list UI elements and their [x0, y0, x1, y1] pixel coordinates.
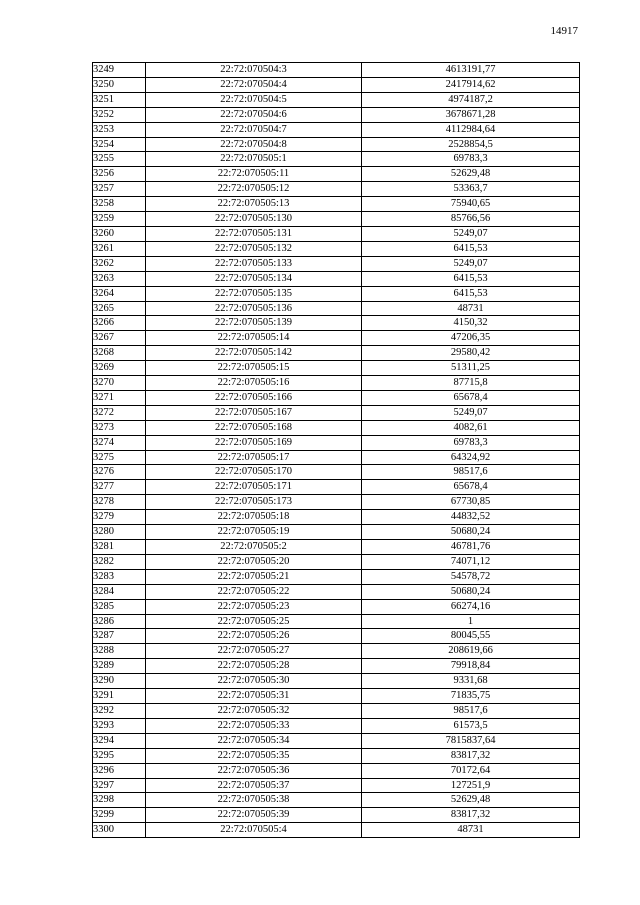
row-number-cell: 3287	[93, 629, 146, 644]
cadastral-number-cell: 22:72:070505:135	[146, 286, 362, 301]
cadastral-value-cell: 83817,32	[362, 748, 580, 763]
cadastral-number-cell: 22:72:070505:19	[146, 525, 362, 540]
cadastral-value-cell: 83817,32	[362, 808, 580, 823]
row-number-cell: 3260	[93, 226, 146, 241]
cadastral-number-cell: 22:72:070505:13	[146, 197, 362, 212]
cadastral-value-cell: 5249,07	[362, 405, 580, 420]
cadastral-number-cell: 22:72:070505:25	[146, 614, 362, 629]
table-row	[93, 137, 580, 152]
cadastral-number-cell: 22:72:070505:37	[146, 778, 362, 793]
table-row	[93, 226, 580, 241]
table-row	[93, 390, 580, 405]
cadastral-value-cell: 50680,24	[362, 525, 580, 540]
row-number-cell: 3271	[93, 390, 146, 405]
row-number-cell: 3261	[93, 241, 146, 256]
cadastral-number-cell: 22:72:070505:39	[146, 808, 362, 823]
cadastral-number-cell: 22:72:070505:18	[146, 510, 362, 525]
cadastral-value-cell: 4974187,2	[362, 92, 580, 107]
row-number-cell: 3264	[93, 286, 146, 301]
cadastral-number-cell: 22:72:070505:16	[146, 376, 362, 391]
table-row	[93, 376, 580, 391]
cadastral-value-cell: 65678,4	[362, 480, 580, 495]
row-number-cell: 3266	[93, 316, 146, 331]
cadastral-number-cell: 22:72:070505:15	[146, 361, 362, 376]
row-number-cell: 3288	[93, 644, 146, 659]
cadastral-value-cell: 80045,55	[362, 629, 580, 644]
table-row	[93, 167, 580, 182]
cadastral-value-cell: 98517,6	[362, 465, 580, 480]
row-number-cell: 3254	[93, 137, 146, 152]
table-row	[93, 525, 580, 540]
row-number-cell: 3265	[93, 301, 146, 316]
cadastral-value-cell: 4082,61	[362, 420, 580, 435]
table-row	[93, 122, 580, 137]
cadastral-number-cell: 22:72:070505:35	[146, 748, 362, 763]
cadastral-value-cell: 66274,16	[362, 599, 580, 614]
cadastral-number-cell: 22:72:070505:38	[146, 793, 362, 808]
cadastral-number-cell: 22:72:070505:22	[146, 584, 362, 599]
row-number-cell: 3298	[93, 793, 146, 808]
table-body	[93, 63, 580, 838]
table-row	[93, 689, 580, 704]
cadastral-number-cell: 22:72:070505:4	[146, 823, 362, 838]
cadastral-value-cell: 4613191,77	[362, 63, 580, 78]
table-row	[93, 748, 580, 763]
cadastral-number-cell: 22:72:070505:12	[146, 182, 362, 197]
cadastral-number-cell: 22:72:070504:5	[146, 92, 362, 107]
table-row	[93, 465, 580, 480]
cadastral-number-cell: 22:72:070505:167	[146, 405, 362, 420]
cadastral-value-cell: 2417914,62	[362, 77, 580, 92]
table-row	[93, 703, 580, 718]
cadastral-number-cell: 22:72:070505:36	[146, 763, 362, 778]
row-number-cell: 3256	[93, 167, 146, 182]
cadastral-value-cell: 53363,7	[362, 182, 580, 197]
table-row	[93, 405, 580, 420]
table-row	[93, 808, 580, 823]
cadastral-value-cell: 50680,24	[362, 584, 580, 599]
row-number-cell: 3289	[93, 659, 146, 674]
table-row	[93, 510, 580, 525]
row-number-cell: 3272	[93, 405, 146, 420]
table-row	[93, 435, 580, 450]
row-number-cell: 3299	[93, 808, 146, 823]
row-number-cell: 3274	[93, 435, 146, 450]
row-number-cell: 3296	[93, 763, 146, 778]
cadastral-number-cell: 22:72:070504:8	[146, 137, 362, 152]
row-number-cell: 3279	[93, 510, 146, 525]
row-number-cell: 3280	[93, 525, 146, 540]
table-row	[93, 107, 580, 122]
row-number-cell: 3276	[93, 465, 146, 480]
cadastral-value-cell: 69783,3	[362, 435, 580, 450]
row-number-cell: 3262	[93, 256, 146, 271]
row-number-cell: 3252	[93, 107, 146, 122]
cadastral-value-cell: 46781,76	[362, 540, 580, 555]
table-row	[93, 733, 580, 748]
row-number-cell: 3268	[93, 346, 146, 361]
cadastral-value-cell: 67730,85	[362, 495, 580, 510]
row-number-cell: 3278	[93, 495, 146, 510]
table-row	[93, 346, 580, 361]
cadastral-number-cell: 22:72:070505:171	[146, 480, 362, 495]
table-row	[93, 629, 580, 644]
cadastral-number-cell: 22:72:070504:7	[146, 122, 362, 137]
table-row	[93, 152, 580, 167]
cadastral-value-cell: 48731	[362, 301, 580, 316]
table-row	[93, 659, 580, 674]
table-row	[93, 77, 580, 92]
row-number-cell: 3294	[93, 733, 146, 748]
cadastral-number-cell: 22:72:070505:169	[146, 435, 362, 450]
table-row	[93, 823, 580, 838]
row-number-cell: 3285	[93, 599, 146, 614]
cadastral-value-cell: 1	[362, 614, 580, 629]
cadastral-value-cell: 7815837,64	[362, 733, 580, 748]
table-row	[93, 301, 580, 316]
table-row	[93, 674, 580, 689]
table-row	[93, 614, 580, 629]
row-number-cell: 3297	[93, 778, 146, 793]
table-row	[93, 763, 580, 778]
row-number-cell: 3259	[93, 212, 146, 227]
cadastral-number-cell: 22:72:070505:170	[146, 465, 362, 480]
table-row	[93, 480, 580, 495]
cadastral-number-cell: 22:72:070505:136	[146, 301, 362, 316]
cadastral-value-cell: 29580,42	[362, 346, 580, 361]
cadastral-value-cell: 70172,64	[362, 763, 580, 778]
cadastral-value-cell: 44832,52	[362, 510, 580, 525]
table-row	[93, 569, 580, 584]
cadastral-number-cell: 22:72:070505:14	[146, 331, 362, 346]
table-row	[93, 584, 580, 599]
table-row	[93, 182, 580, 197]
table-row	[93, 316, 580, 331]
row-number-cell: 3282	[93, 554, 146, 569]
row-number-cell: 3258	[93, 197, 146, 212]
row-number-cell: 3267	[93, 331, 146, 346]
row-number-cell: 3249	[93, 63, 146, 78]
cadastral-number-cell: 22:72:070505:132	[146, 241, 362, 256]
cadastral-value-cell: 54578,72	[362, 569, 580, 584]
cadastral-value-cell: 71835,75	[362, 689, 580, 704]
cadastral-value-cell: 5249,07	[362, 256, 580, 271]
cadastral-number-cell: 22:72:070504:6	[146, 107, 362, 122]
row-number-cell: 3290	[93, 674, 146, 689]
cadastral-value-cell: 69783,3	[362, 152, 580, 167]
row-number-cell: 3263	[93, 271, 146, 286]
row-number-cell: 3291	[93, 689, 146, 704]
cadastral-number-cell: 22:72:070505:2	[146, 540, 362, 555]
cadastral-number-cell: 22:72:070505:30	[146, 674, 362, 689]
cadastral-value-cell: 79918,84	[362, 659, 580, 674]
row-number-cell: 3269	[93, 361, 146, 376]
cadastral-number-cell: 22:72:070505:17	[146, 450, 362, 465]
cadastral-value-cell: 6415,53	[362, 241, 580, 256]
row-number-cell: 3281	[93, 540, 146, 555]
cadastral-value-table	[92, 62, 580, 838]
table-row	[93, 420, 580, 435]
row-number-cell: 3253	[93, 122, 146, 137]
cadastral-value-cell: 9331,68	[362, 674, 580, 689]
row-number-cell: 3255	[93, 152, 146, 167]
cadastral-number-cell: 22:72:070505:21	[146, 569, 362, 584]
cadastral-value-cell: 61573,5	[362, 718, 580, 733]
row-number-cell: 3286	[93, 614, 146, 629]
cadastral-number-cell: 22:72:070505:168	[146, 420, 362, 435]
table-row	[93, 599, 580, 614]
table-row	[93, 554, 580, 569]
cadastral-number-cell: 22:72:070505:11	[146, 167, 362, 182]
cadastral-number-cell: 22:72:070505:27	[146, 644, 362, 659]
cadastral-value-cell: 127251,9	[362, 778, 580, 793]
cadastral-number-cell: 22:72:070505:173	[146, 495, 362, 510]
table-row	[93, 778, 580, 793]
cadastral-value-cell: 65678,4	[362, 390, 580, 405]
cadastral-value-cell: 48731	[362, 823, 580, 838]
row-number-cell: 3270	[93, 376, 146, 391]
table-row	[93, 286, 580, 301]
cadastral-value-cell: 98517,6	[362, 703, 580, 718]
table-row	[93, 540, 580, 555]
cadastral-number-cell: 22:72:070505:1	[146, 152, 362, 167]
cadastral-value-cell: 74071,12	[362, 554, 580, 569]
table-row	[93, 793, 580, 808]
cadastral-number-cell: 22:72:070505:134	[146, 271, 362, 286]
table-row	[93, 63, 580, 78]
cadastral-value-cell: 6415,53	[362, 286, 580, 301]
cadastral-value-cell: 52629,48	[362, 793, 580, 808]
row-number-cell: 3284	[93, 584, 146, 599]
table-row	[93, 197, 580, 212]
row-number-cell: 3275	[93, 450, 146, 465]
cadastral-number-cell: 22:72:070505:26	[146, 629, 362, 644]
cadastral-value-cell: 5249,07	[362, 226, 580, 241]
row-number-cell: 3293	[93, 718, 146, 733]
cadastral-number-cell: 22:72:070505:34	[146, 733, 362, 748]
cadastral-value-cell: 4150,32	[362, 316, 580, 331]
cadastral-value-cell: 75940,65	[362, 197, 580, 212]
row-number-cell: 3295	[93, 748, 146, 763]
cadastral-value-cell: 52629,48	[362, 167, 580, 182]
cadastral-number-cell: 22:72:070505:23	[146, 599, 362, 614]
cadastral-value-cell: 4112984,64	[362, 122, 580, 137]
cadastral-number-cell: 22:72:070505:166	[146, 390, 362, 405]
cadastral-number-cell: 22:72:070505:130	[146, 212, 362, 227]
row-number-cell: 3250	[93, 77, 146, 92]
table-row	[93, 212, 580, 227]
cadastral-value-cell: 3678671,28	[362, 107, 580, 122]
table-row	[93, 450, 580, 465]
cadastral-value-cell: 51311,25	[362, 361, 580, 376]
cadastral-value-cell: 64324,92	[362, 450, 580, 465]
row-number-cell: 3283	[93, 569, 146, 584]
row-number-cell: 3292	[93, 703, 146, 718]
cadastral-number-cell: 22:72:070505:142	[146, 346, 362, 361]
cadastral-number-cell: 22:72:070505:133	[146, 256, 362, 271]
cadastral-number-cell: 22:72:070505:20	[146, 554, 362, 569]
cadastral-number-cell: 22:72:070505:131	[146, 226, 362, 241]
table-row	[93, 271, 580, 286]
table-row	[93, 495, 580, 510]
cadastral-value-cell: 2528854,5	[362, 137, 580, 152]
cadastral-value-cell: 208619,66	[362, 644, 580, 659]
table-row	[93, 92, 580, 107]
cadastral-number-cell: 22:72:070505:33	[146, 718, 362, 733]
table-row	[93, 256, 580, 271]
table-row	[93, 361, 580, 376]
cadastral-number-cell: 22:72:070505:139	[146, 316, 362, 331]
cadastral-number-cell: 22:72:070505:31	[146, 689, 362, 704]
table-row	[93, 718, 580, 733]
row-number-cell: 3300	[93, 823, 146, 838]
cadastral-value-cell: 85766,56	[362, 212, 580, 227]
table-row	[93, 241, 580, 256]
cadastral-value-cell: 87715,8	[362, 376, 580, 391]
row-number-cell: 3257	[93, 182, 146, 197]
cadastral-number-cell: 22:72:070504:3	[146, 63, 362, 78]
cadastral-value-cell: 6415,53	[362, 271, 580, 286]
row-number-cell: 3277	[93, 480, 146, 495]
cadastral-number-cell: 22:72:070504:4	[146, 77, 362, 92]
table-row	[93, 331, 580, 346]
row-number-cell: 3251	[93, 92, 146, 107]
row-number-cell: 3273	[93, 420, 146, 435]
cadastral-number-cell: 22:72:070505:32	[146, 703, 362, 718]
table-row	[93, 644, 580, 659]
cadastral-value-cell: 47206,35	[362, 331, 580, 346]
cadastral-number-cell: 22:72:070505:28	[146, 659, 362, 674]
page-number: 14917	[550, 25, 578, 37]
